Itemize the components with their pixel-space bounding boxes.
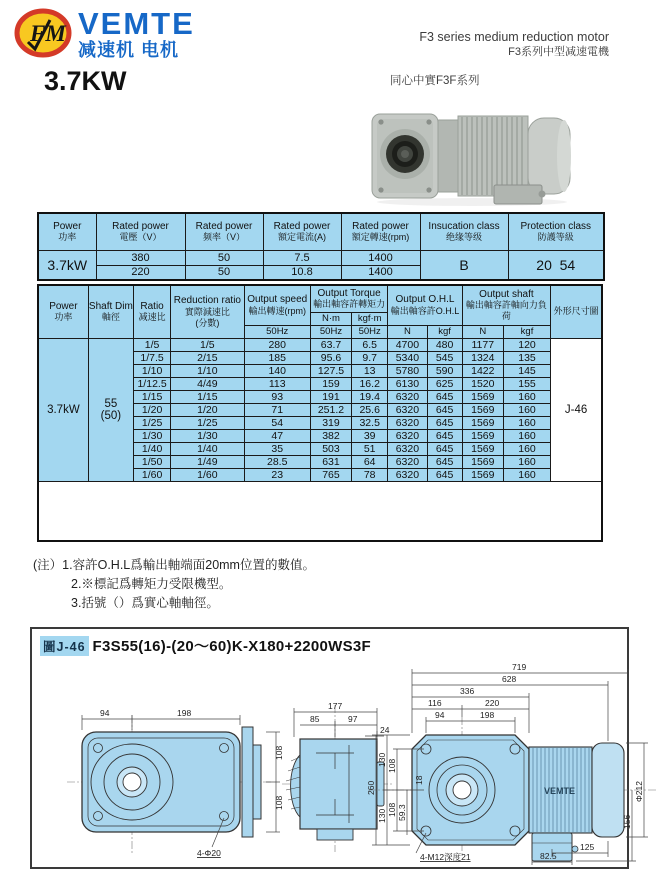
dim-front-108b: 108 <box>274 795 284 810</box>
spec-cell: 1177 <box>462 338 503 351</box>
ratings-cell: 1400 <box>341 250 420 265</box>
spec-cell: 1/10 <box>133 364 170 377</box>
spec-cell: 160 <box>503 416 550 429</box>
spec-cell: 6320 <box>388 468 427 481</box>
ratings-col-protection: Protection class 防護等級 <box>508 213 604 250</box>
spec-unit-kgf-ohl: kgf <box>427 325 462 338</box>
assembly-motor-label: VEMTE <box>544 786 576 796</box>
dim-asm-18: 18 <box>414 775 424 785</box>
spec-cell: 251.2 <box>310 403 351 416</box>
spec-cell: 1569 <box>462 429 503 442</box>
spec-cell: 51 <box>352 442 388 455</box>
ratings-protection-value: 20 54 <box>508 250 604 280</box>
spec-cell: 1/7.5 <box>133 351 170 364</box>
notes <box>33 556 315 612</box>
spec-cell: 1/40 <box>133 442 170 455</box>
photo-gearbox-flange <box>372 114 438 198</box>
spec-cell: 6320 <box>388 403 427 416</box>
spec-cell: 71 <box>244 403 310 416</box>
dim-asm-336: 336 <box>460 686 475 696</box>
spec-cell: 503 <box>310 442 351 455</box>
spec-power-value: 3.7kW <box>38 338 88 481</box>
spec-cell: 63.7 <box>310 338 351 351</box>
spec-cell: 1/12.5 <box>133 377 170 390</box>
brand-subtitle: 减速机 电机 <box>78 40 180 60</box>
spec-cell: 160 <box>503 429 550 442</box>
spec-cell: 191 <box>310 390 351 403</box>
spec-hz-kgfm: 50Hz <box>352 325 388 338</box>
photo-motor-fins <box>458 116 528 196</box>
dim-asm-108a: 108 <box>387 758 397 773</box>
spec-cell: 28.5 <box>244 455 310 468</box>
series-title-en: F3 series medium reduction motor <box>419 30 609 44</box>
spec-cell: 185 <box>244 351 310 364</box>
spec-cell: 1/49 <box>171 455 244 468</box>
spec-cell: 1/25 <box>133 416 170 429</box>
spec-cell: 382 <box>310 429 351 442</box>
spec-cell: 645 <box>427 416 462 429</box>
dim-asm-130a: 130 <box>377 752 387 767</box>
spec-cell: 5780 <box>388 364 427 377</box>
brand-logo <box>14 8 195 59</box>
spec-cell: 1/10 <box>171 364 244 377</box>
spec-cell: 1/15 <box>133 390 170 403</box>
spec-cell: 319 <box>310 416 351 429</box>
spec-cell: 4/49 <box>171 377 244 390</box>
ratings-insulation-value: B <box>420 250 508 280</box>
spec-header-row-1 <box>38 285 602 312</box>
spec-cell: 645 <box>427 442 462 455</box>
dim-front-bolts: 4-Φ20 <box>197 848 221 858</box>
spec-cell: 78 <box>352 468 388 481</box>
spec-cell: 1/30 <box>133 429 170 442</box>
spec-cell: 160 <box>503 455 550 468</box>
spec-cell: 145 <box>503 364 550 377</box>
ratings-cell: 220 <box>96 265 185 280</box>
ratings-col-insulation: Insucation class 绝缘等级 <box>420 213 508 250</box>
spec-cell: 6320 <box>388 442 427 455</box>
note-line-3: 3.括號（）爲實心軸軸徑。 <box>71 595 219 610</box>
spec-cell: 1/15 <box>171 390 244 403</box>
spec-cell: 120 <box>503 338 550 351</box>
front-view <box>67 708 284 858</box>
spec-cell: 1422 <box>462 364 503 377</box>
spec-cell: 645 <box>427 468 462 481</box>
spec-cell: 2/15 <box>171 351 244 364</box>
dim-side-85: 85 <box>310 714 320 724</box>
spec-cell: 16.2 <box>352 377 388 390</box>
spec-cell: 54 <box>244 416 310 429</box>
dim-side-24: 24 <box>380 725 390 735</box>
spec-cell: 480 <box>427 338 462 351</box>
ratings-cell: 380 <box>96 250 185 265</box>
ratings-cell: 50 <box>185 250 263 265</box>
spec-cell: 5340 <box>388 351 427 364</box>
spec-cell: 765 <box>310 468 351 481</box>
spec-cell: 1569 <box>462 455 503 468</box>
spec-cell: 9.7 <box>352 351 388 364</box>
spec-cell: 95.6 <box>310 351 351 364</box>
product-photo <box>368 106 576 207</box>
ratings-table <box>37 212 605 281</box>
spec-cell: 1/20 <box>171 403 244 416</box>
photo-motor-endcap <box>528 118 571 194</box>
ratings-cell: 1400 <box>341 265 420 280</box>
figure-title <box>40 635 371 656</box>
spec-cell: 631 <box>310 455 351 468</box>
spec-cell: 280 <box>244 338 310 351</box>
dim-asm-220: 220 <box>485 698 500 708</box>
series-note: 同心中實F3F系列 <box>390 75 480 87</box>
spec-unit-n-ohl: N <box>388 325 427 338</box>
spec-table <box>37 284 603 542</box>
spec-cell: 64 <box>352 455 388 468</box>
spec-cell: 625 <box>427 377 462 390</box>
spec-cell: 1569 <box>462 416 503 429</box>
spec-col-ohl: Output O.H.L 輸出軸容許O.H.L <box>388 285 462 325</box>
spec-cell: 1/5 <box>133 338 170 351</box>
dim-front-94: 94 <box>100 708 110 718</box>
spec-cell: 1/50 <box>133 455 170 468</box>
spec-unit-nm: N·m <box>310 312 351 325</box>
spec-col-reduction: Reduction ratio 實際減速比 (分數) <box>171 285 244 338</box>
dim-asm-628: 628 <box>502 674 517 684</box>
spec-cell: 155 <box>503 377 550 390</box>
figure-model: F3S55(16)-(20～60)K-X180+2200WS3F <box>92 638 372 655</box>
spec-cell: 160 <box>503 442 550 455</box>
dim-front-198: 198 <box>177 708 192 718</box>
dimension-figure <box>30 627 644 869</box>
dim-asm-156: 156 <box>622 814 632 829</box>
spec-cell: 13 <box>352 364 388 377</box>
dim-side-97: 97 <box>348 714 358 724</box>
brand-name: VEMTE <box>78 6 195 41</box>
spec-cell: 1/40 <box>171 442 244 455</box>
note-line-2: 2.※標記爲轉矩力受限機型。 <box>71 576 232 591</box>
spec-hz-speed: 50Hz <box>244 325 310 338</box>
spec-cell: 140 <box>244 364 310 377</box>
spec-cell: 1/30 <box>171 429 244 442</box>
spec-cell: 1/5 <box>171 338 244 351</box>
ratings-cell: 7.5 <box>263 250 341 265</box>
spec-cell: 35 <box>244 442 310 455</box>
spec-col-ratio: Ratio 减速比 <box>133 285 170 338</box>
note-line-1: (注）1.容許O.H.L爲輸出軸端面20mm位置的數值。 <box>33 558 315 572</box>
spec-cell: 39 <box>352 429 388 442</box>
spec-cell: 159 <box>310 377 351 390</box>
spec-cell: 135 <box>503 351 550 364</box>
dim-asm-94: 94 <box>435 710 445 720</box>
spec-cell: 6320 <box>388 455 427 468</box>
spec-cell: 1569 <box>462 403 503 416</box>
spec-cell: 645 <box>427 403 462 416</box>
spec-cell: 645 <box>427 429 462 442</box>
spec-cell: 1/25 <box>171 416 244 429</box>
figure-tag: 圖J-46 <box>40 636 89 656</box>
spec-cell: 4700 <box>388 338 427 351</box>
dim-asm-125: 125 <box>580 842 595 852</box>
spec-cell: 160 <box>503 390 550 403</box>
dim-asm-130b: 130 <box>377 808 387 823</box>
ratings-col-frequency: Rated power 频率（V） <box>185 213 263 250</box>
spec-cell: 23 <box>244 468 310 481</box>
spec-cell: 645 <box>427 455 462 468</box>
dim-asm-260: 260 <box>366 780 376 795</box>
series-title-block <box>379 30 609 59</box>
spec-col-output-shaft: Output shaft 輸出軸容許軸向力負荷 <box>462 285 550 325</box>
spec-cell: 6.5 <box>352 338 388 351</box>
ratings-col-speed: Rated power 額定轉速(rpm) <box>341 213 420 250</box>
spec-cell: 1569 <box>462 390 503 403</box>
spec-unit-kgfm: kgf·m <box>352 312 388 325</box>
spec-outline-value: J-46 <box>551 338 602 481</box>
ratings-power-value: 3.7kW <box>38 250 96 280</box>
dim-asm-59-3: 59.3 <box>397 804 407 821</box>
spec-cell: 160 <box>503 468 550 481</box>
spec-cell: 113 <box>244 377 310 390</box>
spec-shaft-dim-value: 55 (50) <box>88 338 133 481</box>
ratings-row <box>38 250 604 265</box>
spec-cell: 545 <box>427 351 462 364</box>
ratings-col-voltage: Rated power 電壓（V） <box>96 213 185 250</box>
spec-cell: 6320 <box>388 390 427 403</box>
spec-cell: 127.5 <box>310 364 351 377</box>
dim-asm-719: 719 <box>512 662 527 672</box>
spec-cell: 47 <box>244 429 310 442</box>
dim-asm-phi212: Φ212 <box>634 781 644 802</box>
spec-cell: 1/60 <box>133 468 170 481</box>
spec-cell: 1/60 <box>171 468 244 481</box>
spec-hz-nm: 50Hz <box>310 325 351 338</box>
spec-col-shaft-dim: Shaft Dim 軸徑 <box>88 285 133 338</box>
spec-col-speed: Output speed 輸出轉速(rpm) <box>244 285 310 325</box>
spec-cell: 1324 <box>462 351 503 364</box>
spec-col-power: Power 功率 <box>38 285 88 338</box>
dim-side-177: 177 <box>328 701 343 711</box>
photo-terminal-box <box>494 185 546 204</box>
spec-empty-row <box>38 481 602 541</box>
dimension-drawing <box>32 657 644 865</box>
spec-cell: 1520 <box>462 377 503 390</box>
spec-cell: 6130 <box>388 377 427 390</box>
spec-cell: 19.4 <box>352 390 388 403</box>
spec-cell: 32.5 <box>352 416 388 429</box>
spec-cell: 25.6 <box>352 403 388 416</box>
spec-cell: 1/20 <box>133 403 170 416</box>
spec-cell: 1569 <box>462 468 503 481</box>
ratings-cell: 10.8 <box>263 265 341 280</box>
dim-front-108a: 108 <box>274 745 284 760</box>
spec-cell: 6320 <box>388 416 427 429</box>
spec-cell: 590 <box>427 364 462 377</box>
spec-cell: 1569 <box>462 442 503 455</box>
spec-col-torque: Output Torque 輸出軸容許轉矩力 <box>310 285 387 312</box>
spec-unit-n-shaft: N <box>462 325 503 338</box>
ratings-header-row <box>38 213 604 250</box>
dim-asm-82-5: 82.5 <box>540 851 557 861</box>
series-title-zh: F3系列中型减速電機 <box>508 45 609 58</box>
brand-logo-icon <box>14 8 72 58</box>
dim-asm-198: 198 <box>480 710 495 720</box>
photo-adapter <box>438 120 458 192</box>
spec-unit-kgf-shaft: kgf <box>503 325 550 338</box>
ratings-col-current: Rated power 額定電流(A) <box>263 213 341 250</box>
spec-col-outline: 外形尺寸圖 <box>551 285 602 338</box>
dim-asm-116: 116 <box>428 698 442 708</box>
ratings-cell: 50 <box>185 265 263 280</box>
spec-cell: 160 <box>503 403 550 416</box>
assembly-view <box>366 662 657 865</box>
power-heading: 3.7KW <box>44 66 127 96</box>
dim-asm-bolts: 4-M12深度21 <box>420 852 471 862</box>
spec-row <box>38 338 602 351</box>
spec-cell: 93 <box>244 390 310 403</box>
dim-asm-108b: 108 <box>387 802 397 817</box>
spec-cell: 645 <box>427 390 462 403</box>
spec-empty-area <box>38 481 602 541</box>
logo-monogram: FM <box>30 21 66 46</box>
spec-cell: 6320 <box>388 429 427 442</box>
side-view <box>282 701 394 852</box>
ratings-col-power: Power 功率 <box>38 213 96 250</box>
